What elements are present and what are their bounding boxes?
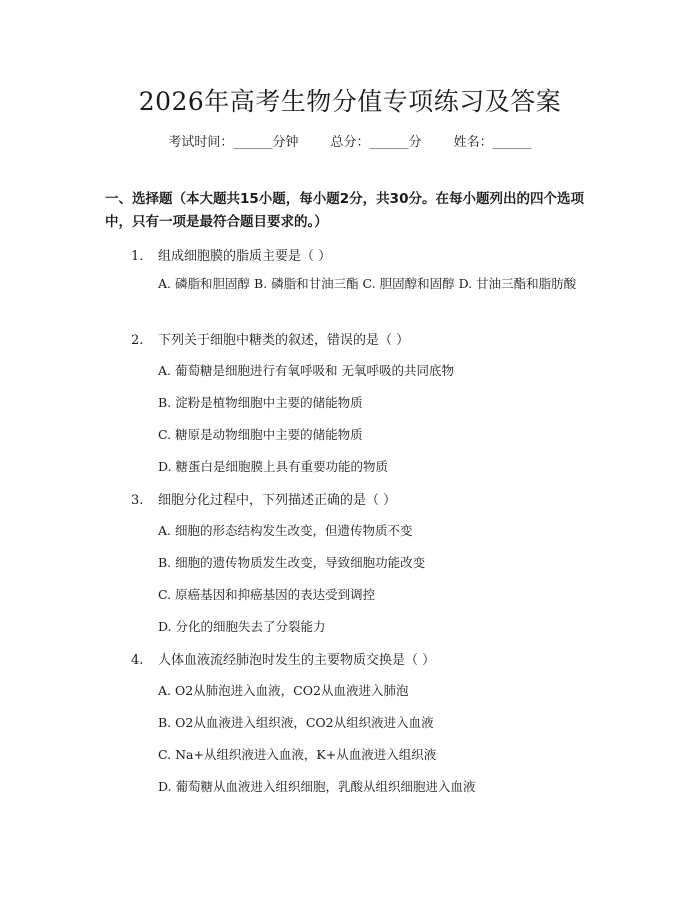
page-title: 2026年高考生物分值专项练习及答案 xyxy=(138,87,562,116)
student-name-field: 姓名：______ xyxy=(453,135,532,150)
question-1 xyxy=(131,245,331,264)
option-a: A. O2从肺泡进入血液，CO2从血液进入肺泡 xyxy=(158,683,409,698)
option-c: C. 原癌基因和抑癌基因的表达受到调控 xyxy=(158,587,376,602)
question-number: 1. xyxy=(131,249,144,264)
exam-meta xyxy=(0,131,700,150)
question-number: 3. xyxy=(131,493,144,508)
total-score-field: 总分：______分 xyxy=(330,135,422,150)
option-d: D. 葡萄糖从血液进入组织细胞，乳酸从组织细胞进入血液 xyxy=(158,779,476,794)
question-3 xyxy=(131,489,396,508)
option-a: A. 细胞的形态结构发生改变，但遗传物质不变 xyxy=(158,523,413,538)
option-b: B. 淀粉是植物细胞中主要的储能物质 xyxy=(158,395,363,410)
question-text: 细胞分化过程中，下列描述正确的是（ ） xyxy=(158,493,397,508)
option-c: C. Na+从组织液进入血液，K+从血液进入组织液 xyxy=(158,747,437,762)
question-text: 下列关于细胞中糖类的叙述，错误的是（ ） xyxy=(158,333,410,348)
question-number: 4. xyxy=(131,653,144,668)
option-c: C. 糖原是动物细胞中主要的储能物质 xyxy=(158,427,363,442)
question-4 xyxy=(131,649,435,668)
question-text: 组成细胞膜的脂质主要是（ ） xyxy=(158,249,332,264)
option-b: B. 细胞的遗传物质发生改变，导致细胞功能改变 xyxy=(158,555,426,570)
question-2 xyxy=(131,329,409,348)
question-text: 人体血液流经肺泡时发生的主要物质交换是（ ） xyxy=(158,653,436,668)
section-heading: 一、选择题（本大题共15小题，每小题2分，共30分。在每小题列出的四个选项中，只有一项是最符合题目要求的。） xyxy=(105,191,584,230)
question-number: 2. xyxy=(131,333,144,348)
option-d: D. 分化的细胞失去了分裂能力 xyxy=(158,619,326,634)
option-d: D. 糖蛋白是细胞膜上具有重要功能的物质 xyxy=(158,459,389,474)
option-a: A. 葡萄糖是细胞进行有氧呼吸和 无氧呼吸的共同底物 xyxy=(158,363,454,378)
exam-time-field: 考试时间：______分钟 xyxy=(168,135,299,150)
option-b: B. O2从血液进入组织液，CO2从组织液进入血液 xyxy=(158,715,434,730)
question-1-options: A. 磷脂和胆固醇 B. 磷脂和甘油三酯 C. 胆固醇和固醇 D. 甘油三酯和脂肪酸 xyxy=(158,276,577,291)
